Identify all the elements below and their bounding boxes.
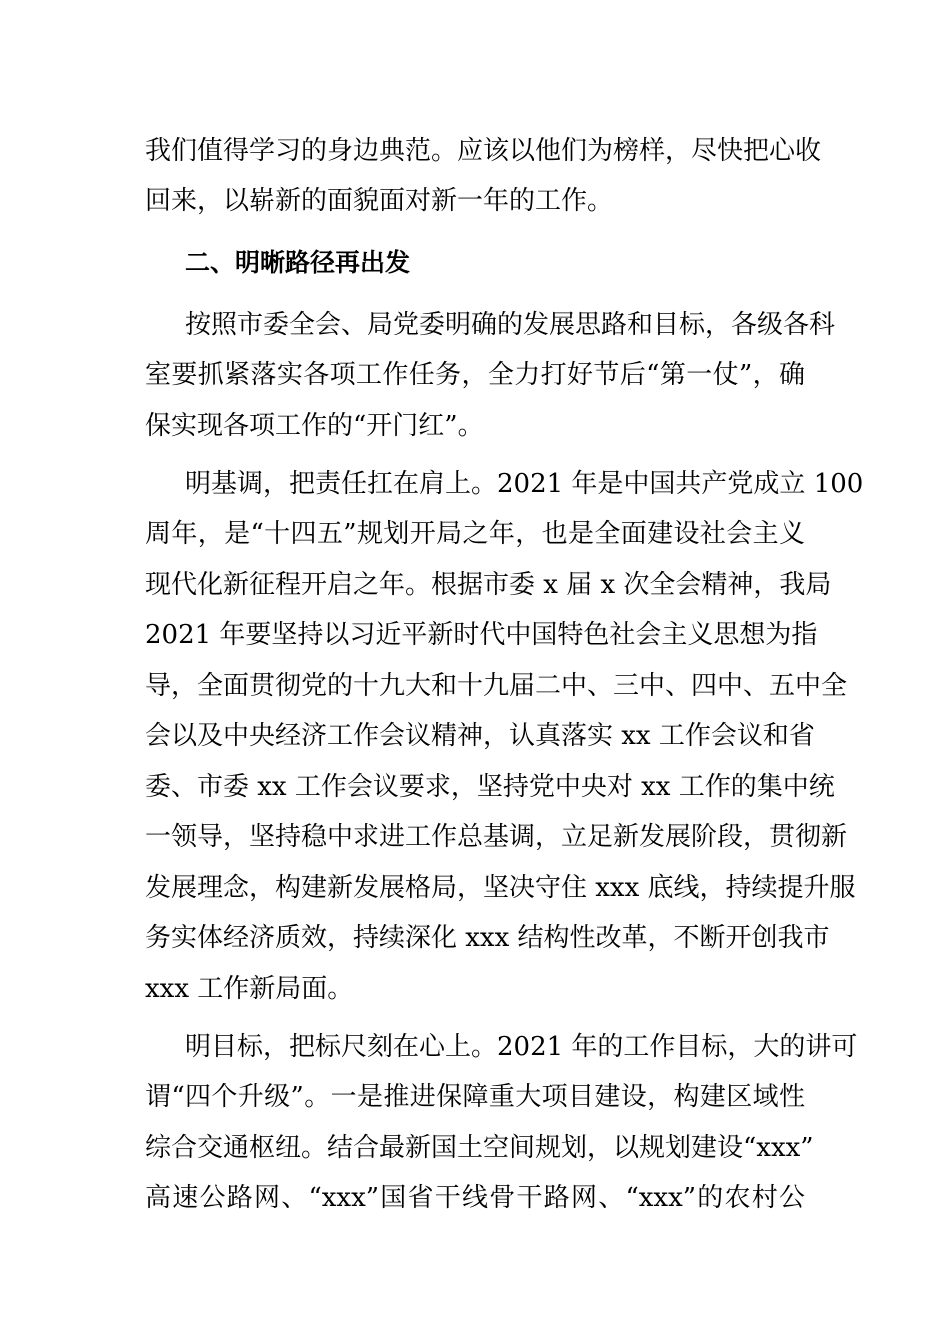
text-line: 室要抓紧落实各项工作任务，全力打好节后“第一仗”，确 (145, 360, 805, 390)
text-line: 2021 年要坚持以习近平新时代中国特色社会主义思想为指 (145, 620, 818, 650)
text-line: 周年，是“十四五”规划开局之年，也是全面建设社会主义 (145, 519, 805, 549)
text-line: xxx 工作新局面。 (145, 974, 354, 1004)
text-line: 导，全面贯彻党的十九大和十九届二中、三中、四中、五中全 (145, 671, 848, 701)
text-line: 谓“四个升级”。一是推进保障重大项目建设，构建区域性 (145, 1082, 805, 1112)
text-line: 保实现各项工作的“开门红”。 (145, 411, 484, 441)
text-line: 明基调，把责任扛在肩上。2021 年是中国共产党成立 100 (185, 469, 864, 499)
text-line: 委、市委 xx 工作会议要求，坚持党中央对 xx 工作的集中统 (145, 772, 835, 802)
text-line: 一领导，坚持稳中求进工作总基调，立足新发展阶段，贯彻新 (145, 822, 848, 852)
text-line: 按照市委全会、局党委明确的发展思路和目标，各级各科 (185, 310, 836, 340)
text-line: 高速公路网、“xxx”国省干线骨干路网、“xxx”的农村公 (145, 1183, 805, 1213)
section-heading: 二、明晰路径再出发 (185, 248, 411, 277)
text-line: 会以及中央经济工作会议精神，认真落实 xx 工作会议和省 (145, 721, 815, 751)
text-line: 明目标，把标尺刻在心上。2021 年的工作目标，大的讲可 (185, 1032, 858, 1062)
text-line: 回来，以崭新的面貌面对新一年的工作。 (145, 186, 614, 216)
text-line: 现代化新征程开启之年。根据市委 x 届 x 次全会精神，我局 (145, 570, 832, 600)
text-line: 我们值得学习的身边典范。应该以他们为榜样，尽快把心收 (145, 136, 822, 166)
text-line: 综合交通枢纽。结合最新国土空间规划，以规划建设“xxx” (145, 1133, 814, 1163)
text-line: 务实体经济质效，持续深化 xxx 结构性改革，不断开创我市 (145, 923, 830, 953)
text-line: 发展理念，构建新发展格局，坚决守住 xxx 底线，持续提升服 (145, 873, 856, 903)
